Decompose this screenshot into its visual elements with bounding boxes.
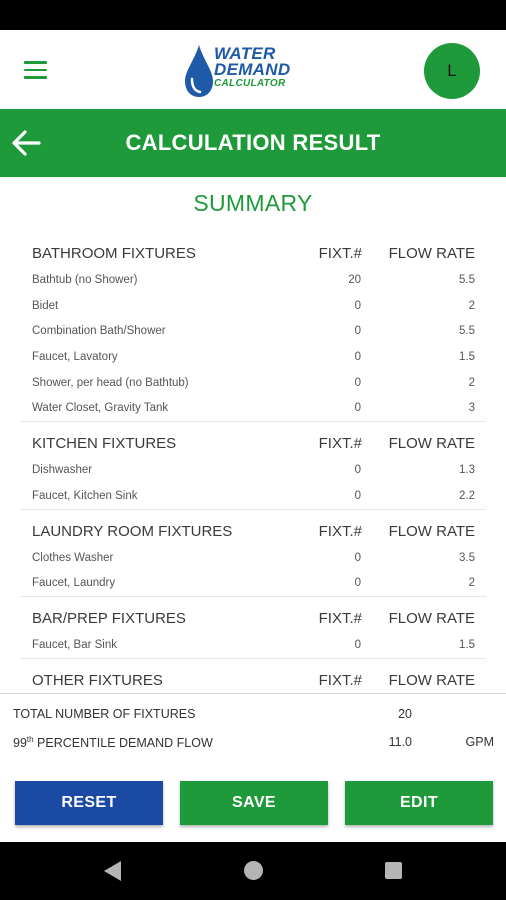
fixture-count: 0 — [354, 577, 361, 590]
fixture-name: Combination Bath/Shower — [32, 325, 166, 338]
hamburger-menu-icon[interactable] — [24, 61, 47, 79]
fixture-flow-rate: 5.5 — [459, 325, 475, 338]
column-header-flow-rate: FLOW RATE — [388, 671, 475, 689]
fixture-name: Bathtub (no Shower) — [32, 274, 138, 286]
fixture-count: 0 — [354, 551, 361, 564]
fixture-count: 0 — [354, 376, 361, 389]
fixture-count: 0 — [354, 351, 361, 364]
fixture-flow-rate: 5.5 — [459, 274, 475, 286]
fixture-count: 0 — [354, 638, 361, 651]
fixture-flow-rate: 2 — [468, 577, 475, 590]
fixture-count: 20 — [348, 274, 361, 286]
fixture-name: Faucet, Kitchen Sink — [32, 489, 138, 502]
fixture-flow-rate: 1.3 — [459, 464, 475, 477]
group-header — [20, 232, 486, 267]
fixture-name: Water Closet, Gravity Tank — [32, 402, 169, 415]
fixture-flow-rate: 2 — [468, 376, 475, 389]
fixture-name: Clothes Washer — [32, 551, 114, 564]
column-header-flow-rate: FLOW RATE — [388, 435, 475, 453]
title-bar — [0, 109, 506, 177]
divider — [0, 693, 506, 694]
demand-flow-label-prefix: 99 — [13, 736, 27, 751]
fixture-row — [20, 570, 486, 596]
triangle-back-icon[interactable] — [104, 861, 121, 881]
demand-flow-label — [13, 735, 213, 750]
save-button[interactable]: SAVE — [180, 781, 328, 825]
total-fixtures-value: 20 — [398, 707, 412, 721]
total-fixtures-label: TOTAL NUMBER OF FIXTURES — [13, 707, 196, 721]
group-header — [20, 421, 486, 457]
column-header-flow-rate: FLOW RATE — [388, 609, 475, 627]
summary-heading: SUMMARY — [193, 190, 313, 216]
fixture-row — [20, 545, 486, 571]
group-header — [20, 658, 486, 693]
fixture-row — [20, 370, 486, 396]
fixture-row — [20, 267, 486, 293]
column-header-fixt: FIXT.# — [318, 609, 362, 627]
column-header-flow-rate: FLOW RATE — [388, 245, 475, 262]
fixture-count: 0 — [354, 325, 361, 338]
fixture-name: Faucet, Laundry — [32, 577, 116, 590]
column-header-fixt: FIXT.# — [318, 245, 362, 262]
logo-line-2: DEMAND — [214, 60, 291, 79]
group-title: KITCHEN FIXTURES — [32, 435, 177, 453]
logo-line-1: WATER — [214, 44, 276, 63]
column-header-fixt: FIXT.# — [318, 671, 362, 689]
column-header-fixt: FIXT.# — [318, 435, 362, 453]
circle-home-icon[interactable] — [244, 861, 263, 880]
fixture-name: Faucet, Bar Sink — [32, 638, 118, 651]
fixture-row — [20, 318, 486, 344]
app-bar — [0, 30, 506, 109]
edit-button[interactable]: EDIT — [345, 781, 493, 825]
demand-flow-value: 11.0 — [388, 735, 412, 749]
arrow-left-icon[interactable] — [10, 128, 42, 158]
fixture-flow-rate: 1.5 — [459, 638, 475, 651]
demand-flow-label-suffix: PERCENTILE DEMAND FLOW — [33, 736, 213, 751]
group-header — [20, 509, 486, 545]
logo-line-3: CALCULATOR — [214, 78, 286, 89]
fixture-name: Bidet — [32, 299, 59, 312]
fixture-count: 0 — [354, 402, 361, 415]
fixture-flow-rate: 3.5 — [459, 551, 475, 564]
avatar[interactable]: L — [424, 43, 480, 99]
fixture-count: 0 — [354, 464, 361, 477]
square-recent-apps-icon[interactable] — [385, 862, 402, 879]
fixture-flow-rate: 1.5 — [459, 351, 475, 364]
page-title: CALCULATION RESULT — [125, 130, 381, 155]
fixture-row — [20, 632, 486, 658]
fixture-row — [20, 483, 486, 509]
fixture-row — [20, 457, 486, 483]
fixture-count: 0 — [354, 489, 361, 502]
fixture-flow-rate: 3 — [468, 402, 475, 415]
column-header-flow-rate: FLOW RATE — [388, 522, 475, 540]
group-title: OTHER FIXTURES — [32, 671, 163, 689]
fixture-name: Shower, per head (no Bathtub) — [32, 376, 189, 389]
fixture-name: Dishwasher — [32, 464, 93, 477]
status-bar — [0, 0, 506, 30]
group-title: BAR/PREP FIXTURES — [32, 609, 186, 627]
column-header-fixt: FIXT.# — [318, 522, 362, 540]
fixture-row — [20, 395, 486, 421]
water-drop-icon — [184, 43, 214, 99]
fixture-count: 0 — [354, 299, 361, 312]
group-title: LAUNDRY ROOM FIXTURES — [32, 522, 233, 540]
demand-flow-label-sup: th — [26, 735, 34, 744]
fixture-name: Faucet, Lavatory — [32, 351, 118, 364]
reset-button[interactable]: RESET — [15, 781, 163, 825]
system-nav-bar — [0, 842, 506, 900]
results-list[interactable] — [20, 232, 486, 693]
app-logo — [184, 43, 314, 99]
demand-flow-unit: GPM — [465, 735, 494, 749]
group-header — [20, 596, 486, 632]
fixture-row — [20, 344, 486, 370]
fixture-flow-rate: 2.2 — [459, 489, 475, 502]
fixture-row — [20, 293, 486, 319]
fixture-flow-rate: 2 — [468, 299, 475, 312]
group-title: BATHROOM FIXTURES — [32, 245, 196, 262]
logo-wordmark — [214, 46, 290, 90]
